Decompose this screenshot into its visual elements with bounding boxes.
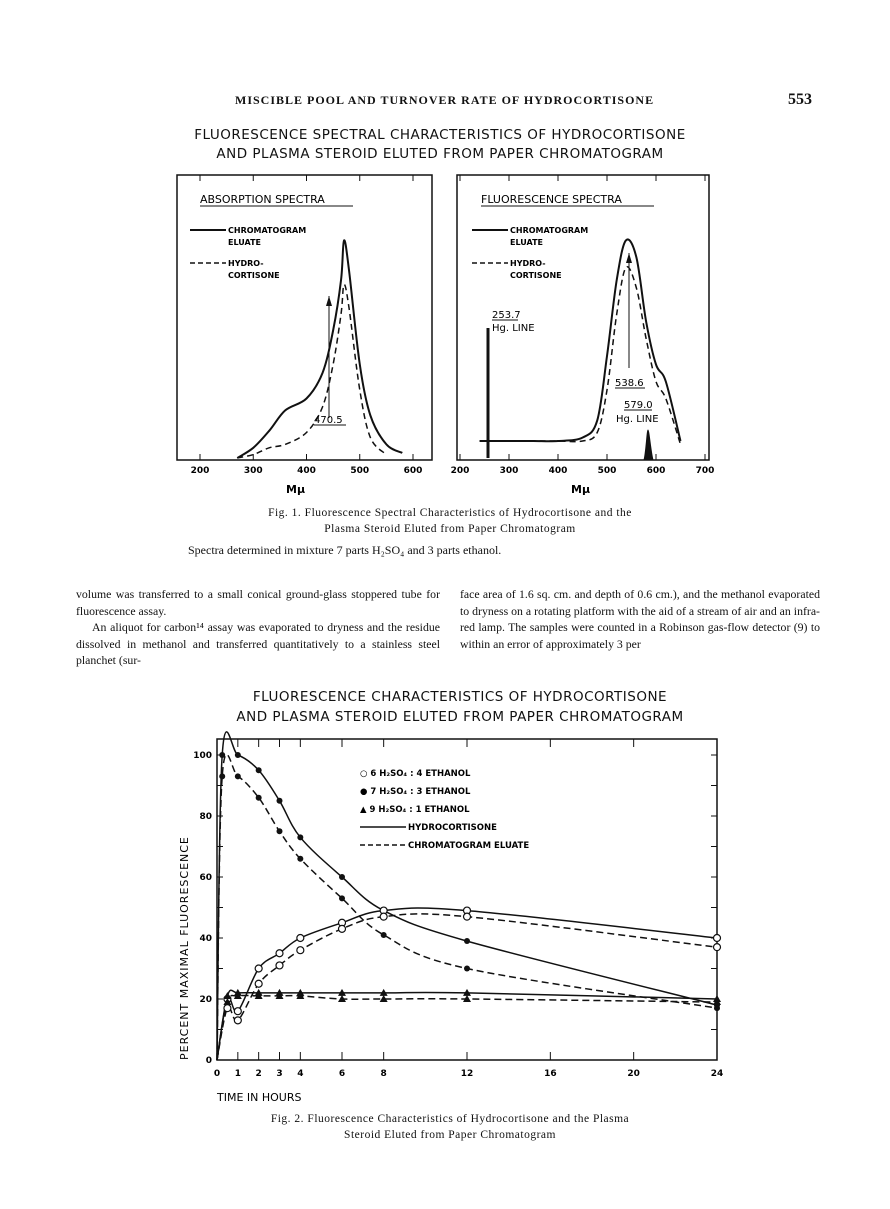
fig2-tick-labels	[193, 751, 723, 1079]
fig2-y-tick-label-80: 80	[199, 812, 212, 822]
fig2-marker-3-0	[224, 1005, 231, 1012]
fig2-marker-0-7	[464, 938, 470, 944]
hg-right-label: Hg. LINE	[616, 414, 659, 425]
fig2-x-tick-label-20: 20	[627, 1069, 640, 1079]
fig2-y-tick-label-40: 40	[199, 934, 212, 944]
fig2-title-line2: AND PLASMA STEROID ELUTED FROM PAPER CHROMATOGRAM	[236, 709, 684, 725]
fig2-ylabel: PERCENT MAXIMAL FLUORESCENCE	[178, 836, 191, 1060]
legend-a-solid-2: ELUATE	[228, 238, 262, 247]
body-left-p2: An aliquot for carbon¹⁴ assay was evaporated to dryness and the residue dissolved in methanol and transferred quantitatively to a stainless steel planchet (sur-	[76, 620, 440, 667]
fig2-x-tick-label-16: 16	[544, 1069, 557, 1079]
fig2-x-tick-label-3: 3	[276, 1069, 283, 1079]
hg-line-579	[644, 430, 653, 460]
legend-b-solid-2: ELUATE	[510, 238, 544, 247]
fig2-marker-2-4	[297, 935, 304, 942]
fig2-series	[217, 732, 717, 1060]
peak-a-arrow	[326, 296, 332, 306]
fig2-marker-1-8	[714, 1005, 720, 1011]
fig2-y-tick-label-100: 100	[193, 751, 212, 761]
panel-a-frame	[177, 175, 432, 460]
panel-a-title: ABSORPTION SPECTRA	[200, 193, 325, 206]
fig2-x-tick-label-1: 1	[234, 1069, 241, 1079]
fig1-chart	[170, 168, 730, 500]
legend-b-solid-1: CHROMATOGRAM	[510, 226, 589, 235]
fig2-x-tick-label-12: 12	[460, 1069, 474, 1079]
fig2-marker-1-7	[464, 966, 470, 972]
fig2-caption-line2: Steroid Eluted from Paper Chromatogram	[344, 1129, 556, 1141]
peak-a-label: 470.5	[314, 415, 343, 426]
panel-b-tick-label-500: 500	[597, 466, 617, 476]
fig2-x-tick-label-4: 4	[297, 1069, 304, 1079]
fig2-x-tick-label-2: 2	[255, 1069, 262, 1079]
fig2-y-tick-label-20: 20	[199, 995, 212, 1005]
panel-a-tick-label-600: 600	[403, 466, 423, 476]
panel-a-tick-labels	[191, 466, 423, 476]
fig2-xlabel: TIME IN HOURS	[217, 1091, 302, 1104]
fig2-series-line-5	[217, 995, 717, 1060]
fig2-marker-0-1	[235, 752, 241, 758]
fig2-marker-1-1	[235, 773, 241, 779]
fig2-x-tick-label-24: 24	[710, 1069, 724, 1079]
panel-b-tick-label-300: 300	[499, 466, 519, 476]
fig2-legend-solid: HYDROCORTISONE	[408, 823, 497, 833]
fig2-x-tick-label-0: 0	[213, 1069, 221, 1079]
panel-b-tick-label-200: 200	[450, 466, 470, 476]
fig2-marker-2-3	[276, 950, 283, 957]
hg-left-value: 253.7	[492, 310, 521, 321]
fig2-y-tick-label-60: 60	[199, 873, 212, 883]
panel-b-tick-label-400: 400	[548, 466, 568, 476]
fig2-legend-filled-circle: ● 7 H₂SO₄ : 3 ETHANOL	[360, 787, 471, 797]
panel-b	[451, 175, 715, 496]
fig2-marker-2-1	[234, 1008, 241, 1015]
fig2-marker-0-5	[339, 874, 345, 880]
fig2-title-line1: FLUORESCENCE CHARACTERISTICS OF HYDROCORTISONE	[252, 689, 668, 705]
panel-a-tick-label-500: 500	[350, 466, 370, 476]
panel-a-ticks	[200, 175, 413, 460]
fig2-marker-3-2	[255, 980, 262, 987]
fig2-marker-2-2	[255, 965, 262, 972]
fig1-caption-note: Spectra determined in mixture 7 parts H₂SO₄ and 3 parts ethanol.	[188, 543, 502, 557]
panel-b-tick-labels	[451, 466, 715, 476]
hg-right-value: 579.0	[624, 400, 653, 411]
fig1-title-line2: AND PLASMA STEROID ELUTED FROM PAPER CHROMATOGRAM	[216, 146, 664, 162]
panel-a-tick-label-300: 300	[243, 466, 263, 476]
panel-b-xlabel: Mμ	[571, 483, 591, 496]
fig2-marker-3-5	[339, 925, 346, 932]
running-head: MISCIBLE POOL AND TURNOVER RATE OF HYDROCORTISONE	[235, 93, 655, 107]
fig1-title-line1: FLUORESCENCE SPECTRAL CHARACTERISTICS OF HYDROCORTISONE	[194, 127, 686, 143]
fig2-marker-1-3	[277, 828, 283, 834]
body-right-column: face area of 1.6 sq. cm. and depth of 0.6 cm.), and the methanol evaporated to dryness on a rotating platform with the aid of a stream of air and an infra-red lamp. The samples were counted in a Robinson gas-flow detector (9) to within an error of approximately 3 per	[460, 587, 820, 651]
panel-a-tick-label-400: 400	[297, 466, 316, 476]
fig1-caption-line2: Plasma Steroid Eluted from Paper Chromatogram	[324, 523, 576, 535]
fig2-marker-3-1	[234, 1017, 241, 1024]
fig2-marker-0-2	[256, 767, 262, 773]
fig2-marker-0-0	[219, 752, 225, 758]
peak-b-arrow	[626, 253, 632, 263]
body-left-column	[76, 586, 440, 669]
fig2-series-line-2	[217, 908, 717, 1060]
fig2-legend-open-circle: ○ 6 H₂SO₄ : 4 ETHANOL	[360, 769, 471, 779]
body-left-p1: volume was transferred to a small conical ground-glass stoppered tube for fluorescence assay.	[76, 587, 440, 618]
panel-a-tick-label-200: 200	[190, 466, 210, 476]
fig2-y-tick-label-0: 0	[205, 1056, 212, 1066]
fig2-caption-line1: Fig. 2. Fluorescence Characteristics of Hydrocortisone and the Plasma	[270, 1113, 630, 1125]
fig2-marker-2-8	[714, 935, 721, 942]
panel-b-tick-label-700: 700	[695, 466, 715, 476]
fig2-marker-0-3	[277, 798, 283, 804]
panel-a-xlabel: Mμ	[286, 483, 306, 496]
fig2-legend-dash: CHROMATOGRAM ELUATE	[408, 841, 530, 851]
fig2-chart	[160, 730, 740, 1115]
fig2-marker-1-2	[256, 795, 262, 801]
panel-b-title: FLUORESCENCE SPECTRA	[481, 193, 622, 206]
fig2-marker-1-0	[219, 773, 225, 779]
fig2-marker-3-8	[714, 944, 721, 951]
fig2-series-line-0	[217, 732, 717, 1060]
fig2-marker-1-5	[339, 895, 345, 901]
fig2-marker-3-7	[464, 913, 471, 920]
fig2-x-tick-label-6: 6	[338, 1069, 346, 1079]
fig2-marker-3-6	[380, 913, 387, 920]
series-a-hydrocortisone	[237, 285, 386, 458]
fig2-marker-1-6	[381, 932, 387, 938]
fig2-marker-3-3	[276, 962, 283, 969]
fig2-legend-triangle: ▲ 9 H₂SO₄ : 1 ETHANOL	[360, 805, 470, 815]
panel-b-tick-label-600: 600	[646, 466, 666, 476]
fig2-marker-1-4	[297, 856, 303, 862]
legend-b-dash-1: HYDRO-	[510, 259, 546, 268]
legend-a-solid-1: CHROMATOGRAM	[228, 226, 307, 235]
fig2-marker-0-4	[297, 834, 303, 840]
legend-a-dash-2: CORTISONE	[228, 271, 280, 280]
fig2-marker-3-4	[297, 947, 304, 954]
legend-a-dash-1: HYDRO-	[228, 259, 264, 268]
fig2-x-tick-label-8: 8	[380, 1069, 387, 1079]
fig2-marker-4-0	[223, 992, 231, 999]
panel-a	[177, 175, 432, 496]
page-number: 553	[788, 91, 812, 108]
hg-left-label: Hg. LINE	[492, 323, 535, 334]
fig1-caption-line1: Fig. 1. Fluorescence Spectral Characteristics of Hydrocortisone and the	[268, 507, 632, 519]
peak-b-label: 538.6	[615, 378, 644, 389]
legend-b-dash-2: CORTISONE	[510, 271, 562, 280]
